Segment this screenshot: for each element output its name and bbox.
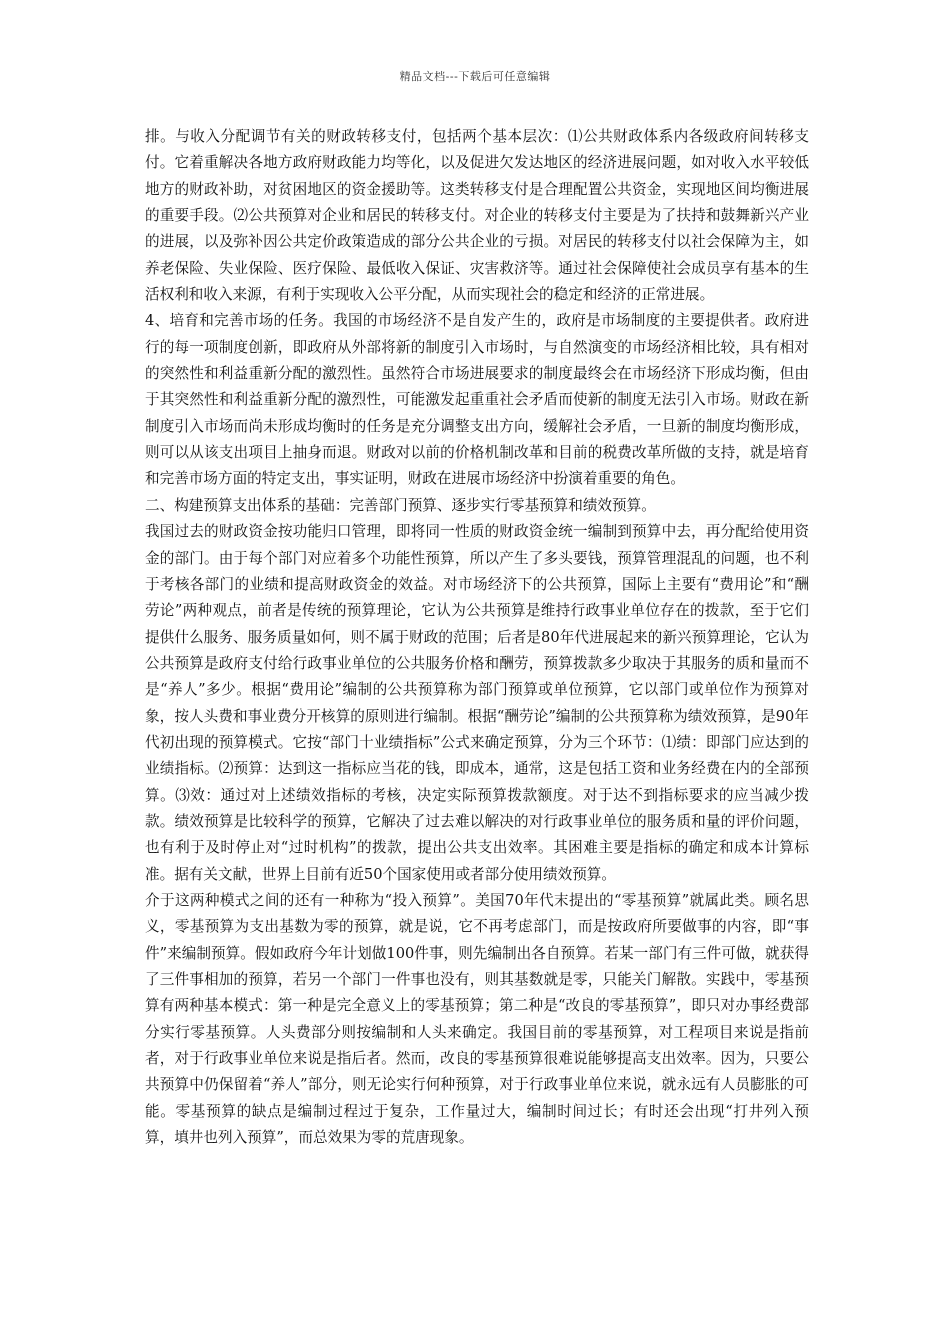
page-header: 精品文档---下载后可任意编辑	[399, 70, 551, 83]
paragraph-performance-budget: 我国过去的财政资金按功能归口管理，即将同一性质的财政资金统一编制到预算中去，再分配给使用资金的部门。由于每个部门对应着多个功能性预算，所以产生了多头要钱，预算管理混乱的问题，也不利于考核各部门的业绩和提高财政资金的效益。对市场经济下的公共预算，国际上主要有“费用论”和“酬劳论”两种观点，前者是传统的预算理论，它认为公共预算是维持行政事业单位存在的拨款，至于它们提供什么服务、服务质量如何，则不属于财政的范围；后者是80年代进展起来的新兴预算理论，它认为公共预算是政府支付给行政事业单位的公共服务价格和酬劳，预算拨款多少取决于其服务的质和量而不是“养人”多少。根据“费用论”编制的公共预算称为部门预算或单位预算，它以部门或单位作为预算对象，按人头费和事业费分开核算的原则进行编制。根据“酬劳论”编制的公共预算称为绩效预算，是90年代初出现的预算模式。它按“部门十业绩指标”公式来确定预算，分为三个环节：⑴绩：即部门应达到的业绩指标。⑵预算：达到这一指标应当花的钱，即成本，通常，这是包括工资和业务经费在内的全部预算。⑶效：通过对上述绩效指标的考核，决定实际预算拨款额度。对于达不到指标要求的应当减少拨款。绩效预算是比较科学的预算，它解决了过去难以解决的对行政事业单位的服务质和量的评价问题，也有利于及时停止对“过时机构”的拨款，提出公共支出效率。其困难主要是指标的确定和成本计算标准。据有关文献，世界上目前有近50个国家使用或者部分使用绩效预算。	[145, 523, 809, 883]
paragraph-transfer-payments: 排。与收入分配调节有关的财政转移支付，包括两个基本层次：⑴公共财政体系内各级政府间转移支付。它着重解决各地方政府财政能力均等化，以及促进欠发达地区的经济进展问题，如对收入水平较低地方的财政补助，对贫困地区的资金援助等。这类转移支付是合理配置公共资金，实现地区间均衡进展的重要手段。⑵公共预算对企业和居民的转移支付。对企业的转移支付主要是为了扶持和鼓舞新兴产业的进展，以及弥补因公共定价政策造成的部分公共企业的亏损。对居民的转移支付以社会保障为主，如养老保险、失业保险、医疗保险、最低收入保证、灾害救济等。通过社会保障使社会成员享有基本的生活权利和收入来源，有利于实现收入公平分配，从而实现社会的稳定和经济的正常进展。	[145, 128, 809, 304]
paragraph-market-cultivation: 4、培育和完善市场的任务。我国的市场经济不是自发产生的，政府是市场制度的主要提供者。政府进行的每一项制度创新，即政府从外部将新的制度引入市场时，与自然演变的市场经济相比较，具有相对的突然性和利益重新分配的激烈性。虽然符合市场进展要求的制度最终会在市场经济下形成均衡，但由于其突然性和利益重新分配的激烈性，可能激发起重重社会矛盾而使新的制度无法引入市场。财政在新制度引入市场而尚未形成均衡时的任务是充分调整支出方向，缓解社会矛盾，一旦新的制度均衡形成，则可以从该支出项目上抽身而退。财政对以前的价格机制改革和目前的税费改革所做的支持，就是培育和完善市场方面的特定支出，事实证明，财政在进展市场经济中扮演着重要的角色。	[145, 312, 809, 488]
document-body	[145, 124, 809, 1151]
section-heading-budget-basis: 二、构建预算支出体系的基础：完善部门预算、逐步实行零基预算和绩效预算。	[145, 496, 656, 514]
paragraph-zero-based-budget: 介于这两种模式之间的还有一种称为“投入预算”。美国70年代末提出的“零基预算”就属此类。顾名思义，零基预算为支出基数为零的预算，就是说，它不再考虑部门，而是按政府所要做事的内容，即“事件”来编制预算。假如政府今年计划做100件事，则先编制出各自预算。若某一部门有三件可做，就获得了三件事相加的预算，若另一个部门一件事也没有，则其基数就是零，只能关门解散。实践中，零基预算有两种基本模式：第一种是完全意义上的零基预算；第二种是“改良的零基预算”，即只对办事经费部分实行零基预算。人头费部分则按编制和人头来确定。我国目前的零基预算，对工程项目来说是指前者，对于行政事业单位来说是指后者。然而，改良的零基预算很难说能够提高支出效率。因为，只要公共预算中仍保留着“养人”部分，则无论实行何种预算，对于行政事业单位来说，就永远有人员膨胀的可能。零基预算的缺点是编制过程过于复杂，工作量过大，编制时间过长；有时还会出现“打井列入预算，填井也列入预算”，而总效果为零的荒唐现象。	[145, 891, 809, 1147]
